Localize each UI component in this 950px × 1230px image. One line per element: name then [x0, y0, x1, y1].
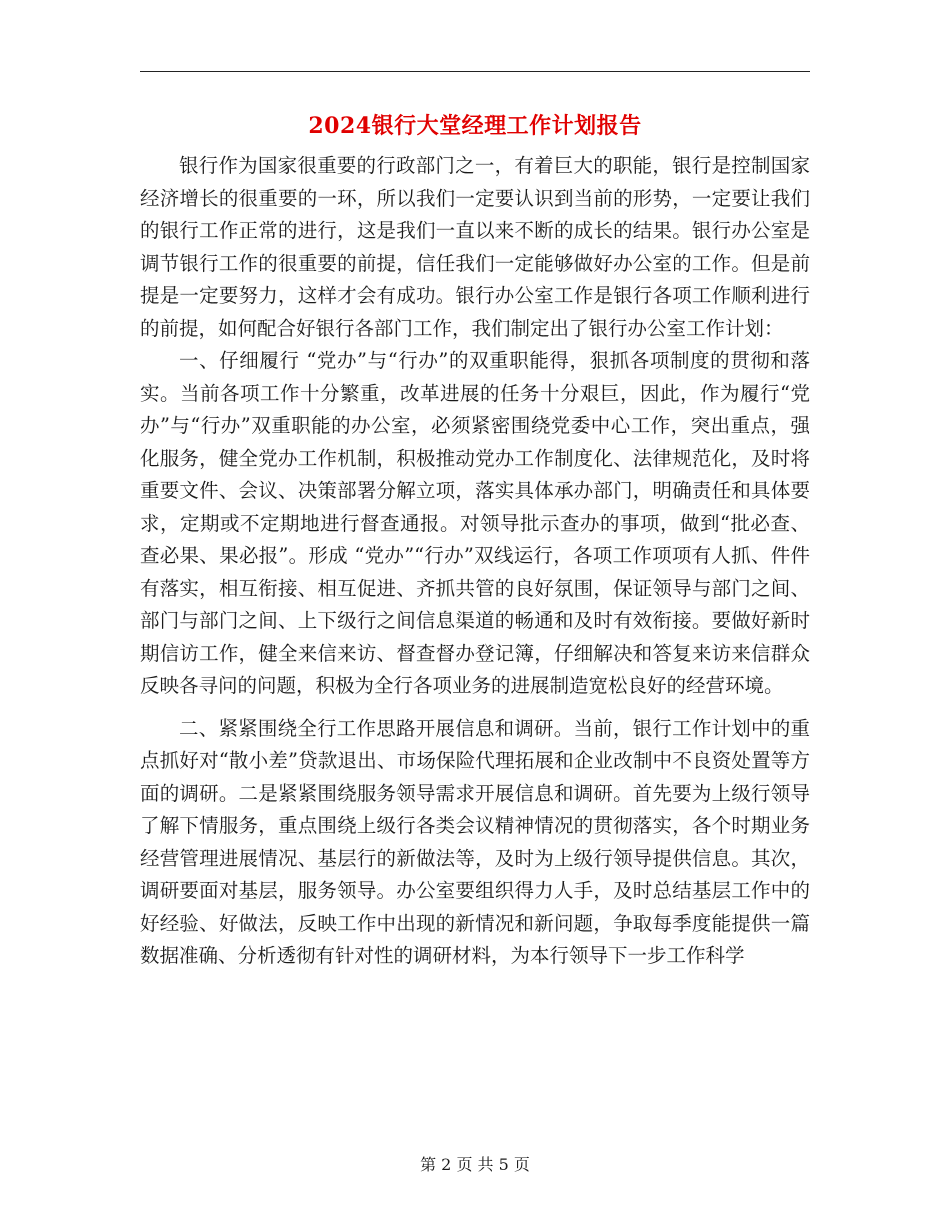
document-title: 2024银行大堂经理工作计划报告 [308, 113, 642, 139]
paragraph-section-two: 二、紧紧围绕全行工作思路开展信息和调研。当前，银行工作计划中的重点抓好对“散小差”贷款退出、市场保险代理拓展和企业改制中不良资处置等方面的调研。二是紧紧围绕服务领导需求开展信息和调研。首先要为上级行领导了解下情服务，重点围绕上级行各类会议精神情况的贯彻落实，各个时期业务经营管理进展情况、基层行的新做法等，及时为上级行领导提供信息。其次，调研要面对基层，服务领导。办公室要组织得力人手，及时总结基层工作中的好经验、好做法，反映工作中出现的新情况和新问题，争取每季度能提供一篇数据准确、分析透彻有针对性的调研材料，为本行领导下一步工作科学 [140, 716, 810, 967]
paragraph-section-one: 一、仔细履行 “党办”与“行办”的双重职能得，狠抓各项制度的贯彻和落实。当前各项工作十分繁重，改革进展的任务十分艰巨，因此，作为履行“党办”与“行办”双重职能的办公室，必须紧密围绕党委中心工作，突出重点，强化服务，健全党办工作机制，积极推动党办工作制度化、法律规范化，及时将重要文件、会议、决策部署分解立项，落实具体承办部门，明确责任和具体要求，定期或不定期地进行督查通报。对领导批示查办的事项，做到“批必查、查必果、果必报”。形成 “党办”“行办”双线运行，各项工作项项有人抓、件件有落实，相互衔接、相互促进、齐抓共管的良好氛围，保证领导与部门之间、部门与部门之间、上下级行之间信息渠道的畅通和及时有效衔接。要做好新时期信访工作，健全来信来访、督查督办登记簿，仔细解决和答复来访来信群众反映各寻问的问题，积极为全行各项业务的进展制造宽松良好的经营环境。 [140, 349, 810, 697]
header-rule [140, 71, 810, 72]
paragraph-intro: 银行作为国家很重要的行政部门之一，有着巨大的职能，银行是控制国家经济增长的很重要的一环，所以我们一定要认识到当前的形势，一定要让我们的银行工作正常的进行，这是我们一直以来不断的成长的结果。银行办公室是调节银行工作的很重要的前提，信任我们一定能够做好办公室的工作。但是前提是一定要努力，这样才会有成功。银行办公室工作是银行各项工作顺利进行的前提，如何配合好银行各部门工作，我们制定出了银行办公室工作计划： [140, 154, 810, 340]
document-body [140, 150, 810, 973]
page-number-footer: 第 2 页 共 5 页 [420, 1155, 530, 1174]
